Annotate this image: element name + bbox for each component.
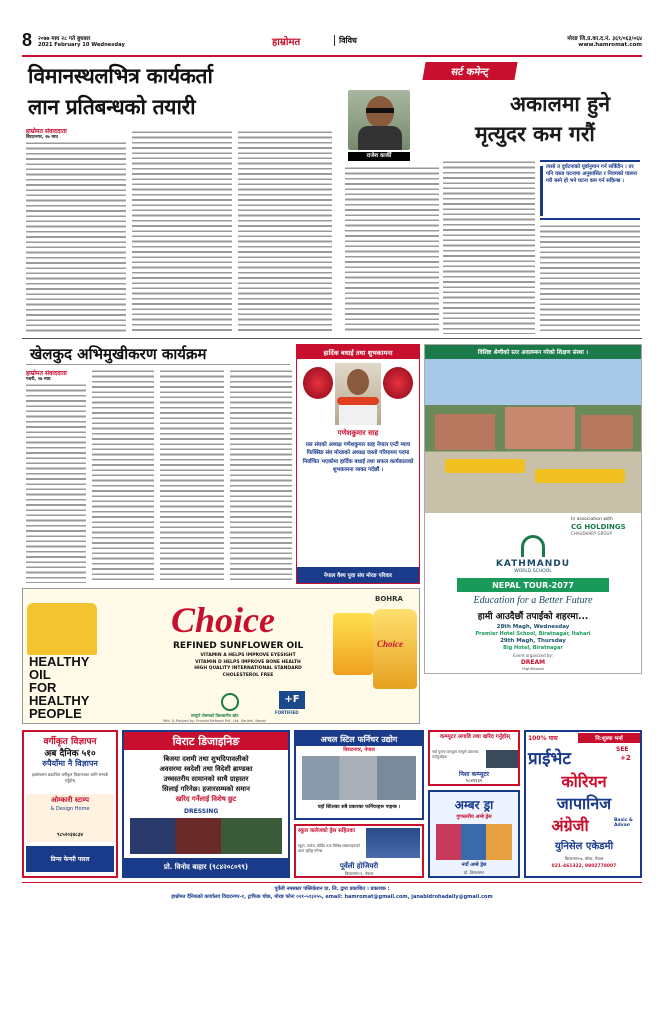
classified-price-line: अब दैनिक ५१० [44,749,96,759]
date-english: 2021 February 10 Wednesday [38,42,125,48]
manufacturer: Mfd. & Packed by: Emrald Refined Pvt. Ltd. Sarlahi, Nepal [163,719,266,723]
choice-oil-ad [22,588,420,724]
congrats-sender-text: नेपाल वैश्य युवा संघ मोरङ परिवार [323,573,393,579]
dressing-label: DRESSING [184,808,219,815]
story1-dateline: विराटनगर, २७ माघ [26,135,58,140]
computer-image [486,750,518,768]
uniform-brand: पूर्वेली होजियरी [339,862,379,870]
birat-line4: सिलाई गरिनेछ। हजारसम्मको समान [162,785,250,793]
organizer-label: Event organized by: [513,653,553,658]
english-label: अंग्रेजी [551,816,589,835]
footer-rule [22,882,642,883]
birat-desc [128,754,284,804]
basic-advanced: Basic & Advan [614,818,633,828]
amber-sub: गुणस्तरीय अम्बे ड्रेस [456,814,492,820]
flower-right [383,367,413,399]
benefit-1: VITAMIN A HELPS IMPROVE EYESIGHT [200,653,296,658]
congrats-header [297,345,419,359]
congratulation-ad [296,344,420,584]
academy-name: युनिसेल एकेडमी [554,841,614,852]
date-nepali: २०७७ माघ २८ गते बुधबार [38,36,91,42]
healthy-line1: HEALTHY [29,654,90,669]
comment-col3 [540,224,640,334]
honoree-photo [335,363,381,425]
birat-line5: खरिद गर्नेलाई विशेष छुट [175,795,237,803]
academy-addr: विराटनगर-७, मोरङ, नेपाल [564,856,604,861]
choice-oil-pouch [333,613,373,675]
honoree-name-text: गणेशकुमार साह [337,429,379,437]
cg-subtitle: CHAUDHARY GROUP [571,531,612,536]
quality-seal [221,693,239,711]
website: www.hamromat.com [578,42,642,48]
benefit-2: VITAMIN D HELPS IMPROVE BONE HEALTH [195,659,301,665]
comment-col1 [345,166,439,334]
story2-col2 [92,369,154,583]
school-name: KATHMANDU [495,559,571,569]
logo: हाम्रोमत [272,37,301,48]
comment-headline-line2: मृत्युदर कम गरौं [475,122,595,146]
birat-line3: उच्चस्तरीय सामानको साथै ग्राहस्तर [163,775,249,783]
choice-subtitle: REFINED SUNFLOWER OIL [173,641,304,651]
coming-to-city: हामी आउदैछौं तपाईंको शहरमा... [477,612,589,622]
furniture-images [302,756,416,800]
fortified-label: FORTIFIED [275,710,299,715]
shop-title: प्रिन्स फेन्सी पसल [50,856,90,863]
school-uniform-ad [294,824,424,878]
story2-col4 [230,369,292,583]
story1-col2 [132,130,232,333]
free-admission-text: नि:शुल्क भर्ना [595,736,623,742]
uniform-image [366,828,420,858]
steel-sub: विराटनगर, नेपाल [343,747,375,753]
birat-prop-text: प्रो. विनोद बाहार (९८४२०८०९९) [163,862,249,871]
event1-venue: Premier Hotel School, Biratnagar, Itahari [475,631,591,637]
computer-phone: ९८४१९३१ [465,779,483,784]
congrats-message [301,441,415,475]
computer-title: कम्प्युटर अगाडि तथा खरिद गर्नुहोस् [440,734,510,740]
event2-date: 29th Magh, Thursday [500,638,566,644]
masthead [22,30,642,54]
healthy-line2: OIL [29,667,51,682]
fabric-images [130,818,282,854]
stamp-phone: ९८५२०३४८३४ [56,832,83,838]
birat-title: विराट डिजाइनिङ [172,734,240,748]
free-admission [578,733,640,743]
association-text: In association with [571,517,613,522]
steel-title: अचल स्टिल फर्निचर उद्योग [320,734,398,744]
classified-title: वर्गीकृत विज्ञापन [43,737,97,747]
fortified-logo: +F [279,691,305,709]
classified-price-line2: रुपैयाँमा नै विज्ञापन [42,759,98,768]
cg-holdings-logo [571,523,626,531]
amber-sub2: नयाँ अम्बे ड्रेस [461,862,487,868]
pass-rate: 100% पास [528,735,558,742]
amber-dress-ad-box [428,790,520,878]
classified-note: हाम्रोमतमा प्रकाशित वर्गीकृत विज्ञापनका लागि सम्पर्क गर्नुहोस् [31,772,109,783]
header-rule [22,55,642,57]
cg-holdings-text: CG HOLDINGS [571,523,626,531]
healthy-line3: FOR [29,680,57,695]
seal-text: सम्पूर्ण पोषणको विश्वसनीय स्रोत [191,713,239,718]
flower-left [303,367,333,399]
story1-col3 [238,130,332,333]
congrats-header-text: हार्दिक बधाई तथा शुभकामना [323,348,393,357]
author-photo [348,90,410,150]
benefit-3: HIGH QUALITY INTERNATIONAL STANDARD [194,666,302,671]
organizer-sub: HighRepeat [521,666,545,671]
story2-byline: हाम्रोमत संवाददाता [26,370,67,377]
birat-line1: बिजया दशमी तथा शुभदिपावलीको [163,755,249,763]
stamp-title: ओम्कारी स्टाम्प [50,796,90,804]
school-ad [424,344,642,674]
bottle-brand: Choice [377,639,403,649]
campus-photo [425,359,641,513]
uniform-addr: विराटनगर-१, नेपाल [344,871,374,876]
academy-phone: 021-461322, 9802778007 [551,864,617,869]
story2-dateline: पथरी, २७ माघ [26,377,51,382]
bohra-logo: BOHRA [375,595,403,603]
section-name: विविध [334,35,357,46]
benefit-4: CHOLESTEROL FREE [222,672,274,678]
korean-label: कोरियन [561,772,607,791]
event1-date: 28th Magh, Wednesday [496,624,570,630]
congrats-sender [297,567,419,583]
amber-addr: प्रो. विराटनगर [464,870,484,875]
school-logo-icon [521,535,545,557]
comment-label-text: सर्ट कमेन्ट् [450,67,490,78]
event2-venue: Big Hotel, Biratnagar [503,645,563,651]
comment-headline-line1: अकालमा हुने [510,92,610,116]
story1-col1 [26,141,126,333]
private-tuition-ad [524,730,642,878]
school-name2: WORLD SCHOOL [514,569,552,574]
page-number: 8 [22,30,33,50]
healthy-line4: HEALTHY [29,693,90,708]
uniform-desc: स्कूल, कलेज, बोर्डिङ तथा विभिन्न संस्थानहरूको दरगा सूपिङ्ग गरिन्छ [298,844,360,853]
birat-line2: अवसरमा स्वदेशी तथा विदेशी ब्राण्डका [159,765,253,773]
nepal-tour-banner [457,578,609,592]
honoree-name [297,429,419,438]
stamp-sub: & Design Home [50,806,90,812]
birat-proprietor [124,858,288,876]
uniform-title: स्कूल कलेजको ड्रेस सहितका [298,828,356,834]
choice-brand: Choice [171,600,275,640]
birat-header [124,732,288,750]
private-title: प्राईभेट [528,749,571,769]
stamp-ad [26,794,114,842]
story2-col1 [26,383,86,583]
amber-title: अम्बर ड्र्रा [454,798,494,812]
story2-rule [26,364,290,365]
classified-ad [22,730,118,878]
comment-col2 [443,160,535,334]
oil-bottle-illustration [27,603,97,655]
computer-brand: निशा कम्प्युटर [459,771,489,778]
nepal-tour-text: NEPAL TOUR-2077 [492,580,574,590]
healthy-text [29,655,153,720]
school-header [425,345,641,359]
story1-byline: हाम्रोमत संवाददाता [26,128,67,135]
author-name-text: राजेश कार्की [366,153,392,159]
computer-ad [428,730,520,786]
dress-images [436,824,512,860]
choice-benefits [173,653,323,679]
congrats-message-text: यस संघको अध्यक्ष गणेशकुमार साह नेपाल एन्टी म्याच फिक्सिङ संघ मोरङको अध्यक्ष जस्तो गरिमामय पदमा निर्वाचित भएकोमा हार्दिक बधाई तथा सफल कार्यकालको शुभकामना व्यक्त गर्दछौं । [302,442,414,474]
organizer-logo: DREAM [520,659,546,666]
steel-furniture-ad [294,730,424,820]
author-name [348,152,410,161]
story2-col3 [160,369,224,583]
education-tagline: Education for a Better Future [473,595,593,606]
plus-two-label: +2 [620,754,631,762]
see-label: SEE [616,746,629,753]
comment-label [422,62,517,80]
steel-desc: यहाँ स्टिलका सबै प्रकारका फर्निचरहरू पाइन्छ । [317,805,401,810]
story1-headline-line1: विमानस्थलभित्र कार्यकर्ता [28,64,213,88]
japanese-label: जापानिज [556,794,612,813]
birat-designing-ad [122,730,290,878]
pullquote-text: त्यसो त दुर्घटनाको पूर्वानुमान गर्न सकिँदैन । तर पनि यस्ता घटनामा अनुशासित र नियमको पालना गरी बस्ने हो भने घटना कम गर्न सकिन्छ । [546,164,638,184]
computer-desc: नयाँ पुराना कम्प्युटर सम्पूर्ण प्रकारका पार्टपुर्जाहरू [432,750,479,759]
shop-ad [26,846,114,872]
footer-line1: पूर्वेली नमस्कार पब्लिकेशन प्रा. लि. द्वारा प्रकाशित । प्रकाशक : [274,886,390,892]
section-divider [22,338,642,339]
story2-headline: खेलकुद अभिमुखीकरण कार्यक्रम [30,345,207,363]
comment-pullquote [540,160,640,220]
footer-line2: हाम्रोमत दैनिकको कार्यालय विराटनगर-१, ट्राफिक चोक, मोरङ फोनः ०२१-५१३२५५, email: hamromat@gmail.com, janabidrohadaily@gmail.com [171,894,493,900]
choice-oil-bottle [373,609,417,689]
school-header-text: विशिष्ट श्रेणीको स्तर अवलम्बन गरेको शिक्षण संस्था । [477,350,589,356]
story1-headline-line2: लान प्रतिबन्धको तयारी [28,95,196,119]
registration-number: मोरङ जि.प्र.का.द.नं. ३६९/०६३/०६४ [567,36,642,42]
steel-header [296,732,422,746]
healthy-line5: PEOPLE [29,706,82,721]
